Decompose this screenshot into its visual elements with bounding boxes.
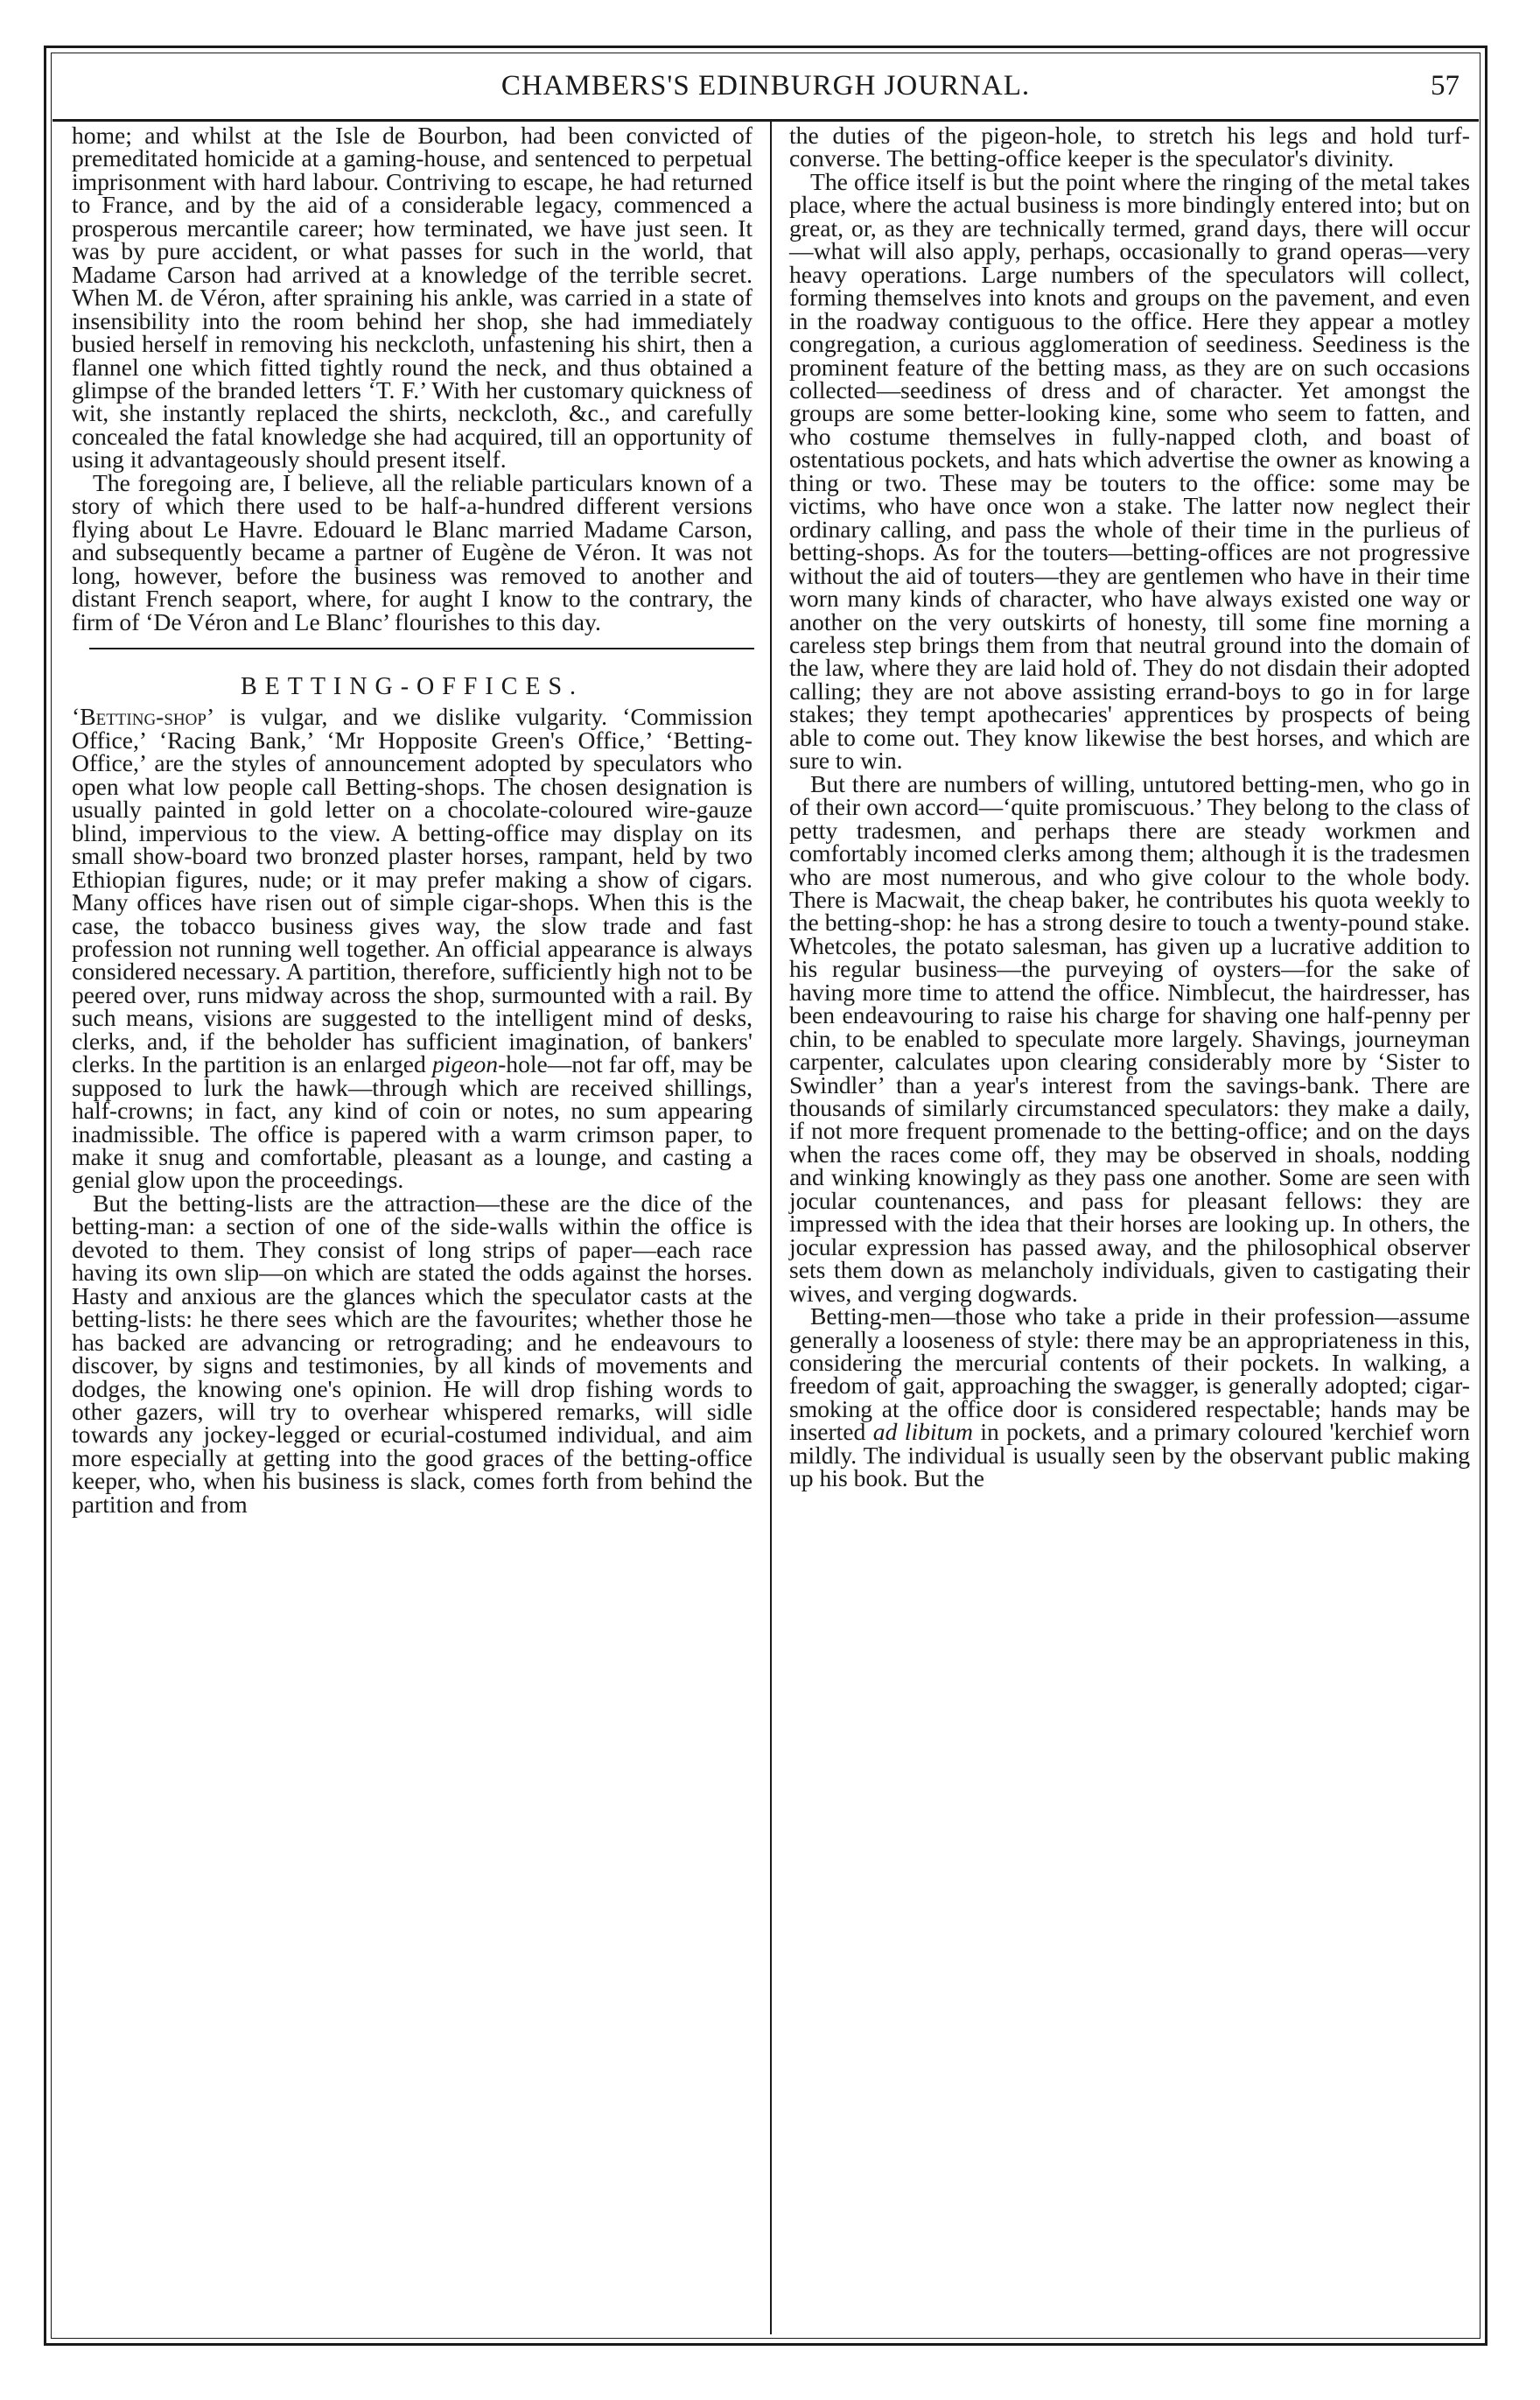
left-paragraph-2: The foregoing are, I believe, all the reliable particulars known of a story of which there used to be half-a-hundred different versions flying about Le Havre. Edouard le Blanc married Madame Carson, and subsequently became a partner of Eugène de Véron. It was not long, however, before the business was removed to another and distant French seaport, where, for aught I know to the contrary, the firm of ‘De Véron and Le Blanc’ flourishes to this day. xyxy=(72,468,752,635)
right-paragraph-4 xyxy=(789,1302,1470,1492)
right-paragraph-1: the duties of the pigeon-hole, to stretch his legs and hold turf-converse. The betting-office keeper is the speculator's divinity. xyxy=(789,122,1470,172)
paragraph-4-text: Betting-men—those who take a pride in their profession—assume generally a looseness of style: there may be an appropriateness in this, considering the mercurial contents of their pockets. In walking, a freedom of gait, approaching the swagger, is generally adopted; cigar-smoking at the office door is considered respectable; hands may be inserted xyxy=(789,1302,1470,1446)
left-column xyxy=(72,124,752,1516)
italic-word: pigeon xyxy=(431,1050,499,1078)
paragraph-4-tail: in pockets, and a primary coloured 'kerchief worn mildly. The individual is usually seen by the observant public making up his book. But the xyxy=(789,1418,1470,1492)
paragraph-3-text: is vulgar, and we dislike vulgarity. ‘Commission Office,’ ‘Racing Bank,’ ‘Mr Hopposite Green's Office,’ ‘Betting-Office,’ are the styles of announcement adopted by speculators who open what low people call Betting-shops. The chosen designation is usually painted in gold letter on a chocolate-coloured wire-gauze blind, impervious to the view. A betting-office may display on its small show-board two bronzed plaster horses, rampant, held by two Ethiopian figures, nude; or it may prefer making a show of cigars. Many offices have risen out of simple cigar-shops. When this is the case, the tobacco business gives way, the slow trade and fast profession not running well together. An official appearance is always considered necessary. A partition, therefore, sufficiently high not to be peered over, runs midway across the shop, surmounted with a rail. By such means, visions are suggested to the intelligent mind of desks, clerks, and, if the beholder has sufficient imagination, of bankers' clerks. In the partition is an enlarged xyxy=(72,703,752,1078)
paragraph-3-tail: -hole—not far off, may be supposed to lurk the hawk—through which are received shillings, half-crowns; in fact, any kind of coin or notes, no sum appearing inadmissible. The office is papered with a warm crimson paper, to make it snug and comfortable, pleasant as a lounge, and casting a genial glow upon the proceedings. xyxy=(72,1050,753,1194)
right-paragraph-2: The office itself is but the point where the ringing of the metal takes place, where the actual business is more bindingly entered into; but on great, or, as they are technically termed, grand days, there will occur—what will also apply, perhaps, occasionally to grand operas—very heavy operations. Large numbers of the speculators will collect, forming themselves into knots and groups on the pavement, and even in the roadway contiguous to the office. Here they appear a motley congregation, a curious agglomeration of seediness. Seediness is the prominent feature of the betting mass, as they are on such occasions collected—seediness of dress and of character. Yet amongst the groups are some better-looking kine, some who seem to fatten, and who costume themselves in fully-napped cloth, and boast of ostentatious pockets, and hats which advertise the owner as knowing a thing or two. These may be touters to the office: some may be victims, who have once won a stake. The latter now neglect their ordinary calling, and pass the whole of their time in the purlieus of betting-shops. As for the touters—betting-offices are not progressive without the aid of touters—they are gentlemen who have in their time worn many kinds of character, who have always existed one way or another on the very outskirts of honesty, till some fine morning a careless step brings them from that neutral ground into the domain of the law, where they are laid hold of. They do not disdain their adopted calling; they are not above assisting errand-boys to go in for large stakes; they tempt apothecaries' apprentices by prospects of being able to come out. They know likewise the best horses, and which are sure to win. xyxy=(789,167,1470,775)
right-column xyxy=(789,124,1470,1491)
page-header xyxy=(52,63,1479,117)
column-divider xyxy=(770,122,772,2334)
left-paragraph-3 xyxy=(72,705,752,1192)
italic-phrase: ad libitum xyxy=(872,1418,973,1446)
left-paragraph-1: home; and whilst at the Isle de Bourbon, had been convicted of premeditated homicide at a gaming-house, and sentenced to perpetual imprisonment with hard labour. Contriving to escape, he had returned to France, and by the aid of a considerable legacy, commenced a prosperous mercantile career; how terminated, we have just seen. It was by pure accident, or what passes for such in the world, that Madame Carson had arrived at a knowledge of the terrible secret. When M. de Véron, after spraining his ankle, was carried in a state of insensibility into the room behind her shop, she had immediately busied herself in removing his neckcloth, unfastening his shirt, then a flannel one which fitted tightly round the neck, and thus obtained a glimpse of the branded letters ‘T. F.’ With her customary quickness of wit, she instantly replaced the shirts, neckcloth, &c., and carefully concealed the fatal knowledge she had acquired, till an opportunity of using it advantageously should present itself. xyxy=(72,122,752,474)
section-title: BETTING-OFFICES. xyxy=(240,672,584,700)
left-paragraph-4: But the betting-lists are the attraction—these are the dice of the betting-man: a section of one of the side-walls within the office is devoted to them. They consist of long strips of paper—each race having its own slip—on which are stated the odds against the horses. Hasty and anxious are the glances which the speculator casts at the betting-lists: he there sees which are the favourites; whether those he has backed are advancing or retrograding; and he endeavours to discover, by signs and testimonies, by all kinds of movements and dodges, the knowing one's opinion. He will drop fishing words to other gazers, will try to overhear whispered remarks, will sidle towards any jockey-legged or ecurial-costumed individual, and aim more especially at getting into the good graces of the betting-office keeper, who, when his business is slack, comes forth from behind the partition and from xyxy=(72,1189,752,1518)
right-paragraph-3: But there are numbers of willing, untutored betting-men, who go in of their own accord—‘quite promiscuous.’ They belong to the class of petty tradesmen, and perhaps there are steady workmen and comfortably incomed clerks among them; although it is the tradesmen who are most numerous, and who give colour to the whole body. There is Macwait, the cheap baker, he contributes his quota weekly to the betting-shop: he has a strong desire to touch a twenty-pound stake. Whetcoles, the potato salesman, has given up a lucrative addition to his regular business—the purveying of oysters—for the sake of having more time to attend the office. Nimblecut, the hairdresser, has been endeavouring to raise his charge for shaving one half-penny per chin, to be enabled to speculate more largely. Shavings, journeyman carpenter, calculates upon clearing considerably more by ‘Sister to Swindler’ than a year's interest from the savings-bank. There are thousands of similarly circumstanced speculators: they make a daily, if not more frequent promenade to the betting-office; and on the days when the races come off, they may be observed in shoals, nodding and winking knowingly as they pass one another. Some are seen with jocular countenances, and pass for pleasant fellows: they are impressed with the idea that their horses are looking up. In others, the jocular expression has passed away, and the philosophical observer sets them down as melancholy individuals, given to castigating their wives, and verging dogwards. xyxy=(789,769,1470,1307)
journal-title: CHAMBERS'S EDINBURGH JOURNAL. xyxy=(500,70,1031,102)
lead-phrase: ‘Betting-shop’ xyxy=(72,703,215,731)
section-divider xyxy=(89,648,754,649)
page-number: 57 xyxy=(1431,70,1460,102)
